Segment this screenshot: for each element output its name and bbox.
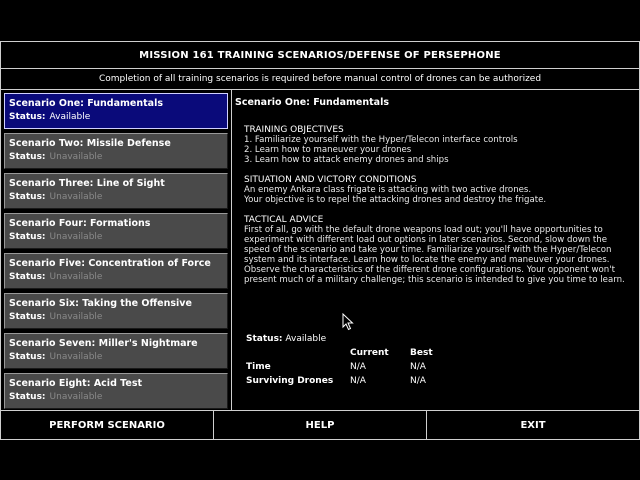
advice-line: present much of a military challenge; this scenario is intended to give you time to learn. <box>244 275 625 285</box>
status-label: Status: <box>9 152 46 162</box>
detail-title: Scenario One: Fundamentals <box>235 97 389 108</box>
authorization-notice: Completion of all training scenarios is required before manual control of drones can be authorized <box>98 74 542 84</box>
scenario-title: Scenario Four: Formations <box>9 218 151 229</box>
advice-line: experiment with different load out options in later scenarios. Second, slow down the <box>244 235 608 245</box>
notice-bar <box>0 68 640 90</box>
mission-title-bar <box>0 41 640 69</box>
perform-scenario-button[interactable]: PERFORM SCENARIO <box>0 410 214 440</box>
condition-line: Your objective is to repel the attacking drones and destroy the frigate. <box>244 195 547 205</box>
status-value: Unavailable <box>49 392 103 402</box>
scenario-title: Scenario Six: Taking the Offensive <box>9 298 192 309</box>
status-value: Unavailable <box>49 152 103 162</box>
scenario-item-six[interactable] <box>4 293 228 329</box>
scenario-list <box>0 89 232 411</box>
status-value: Available <box>49 112 91 122</box>
scenario-item-five[interactable] <box>4 253 228 289</box>
scenario-item-seven[interactable] <box>4 333 228 369</box>
advice-header: TACTICAL ADVICE <box>244 215 324 225</box>
objectives-section <box>244 125 634 165</box>
row-time-label: Time <box>246 362 271 372</box>
status-value: Unavailable <box>49 192 103 202</box>
exit-button[interactable]: EXIT <box>426 410 640 440</box>
stats-status-value: Available <box>285 334 327 344</box>
row-drones-label: Surviving Drones <box>246 376 334 386</box>
time-current-value: N/A <box>350 362 366 372</box>
status-label: Status: <box>9 392 46 402</box>
status-label: Status: <box>9 352 46 362</box>
help-button[interactable]: HELP <box>213 410 427 440</box>
drones-best-value: N/A <box>410 376 426 386</box>
scenario-title: Scenario Eight: Acid Test <box>9 378 143 389</box>
objective-line: 2. Learn how to maneuver your drones <box>244 145 412 155</box>
scenario-title: Scenario Three: Line of Sight <box>9 178 165 189</box>
objectives-header: TRAINING OBJECTIVES <box>244 125 344 135</box>
advice-line: First of all, go with the default drone weapons load out; you'll have opportunities to <box>244 225 603 235</box>
scenario-item-one[interactable] <box>4 93 228 129</box>
advice-section <box>244 215 634 285</box>
status-label: Status: <box>9 272 46 282</box>
scenario-item-eight[interactable] <box>4 373 228 409</box>
advice-line: Observe the characteristics of the different drone configurations. Your opponent won't <box>244 265 615 275</box>
objective-line: 1. Familiarize yourself with the Hyper/Telecon interface controls <box>244 135 518 145</box>
scenario-item-three[interactable] <box>4 173 228 209</box>
status-value: Unavailable <box>49 232 103 242</box>
scenario-detail-panel <box>231 89 640 411</box>
scenario-item-four[interactable] <box>4 213 228 249</box>
scenario-title: Scenario Seven: Miller's Nightmare <box>9 338 198 349</box>
col-current-header: Current <box>350 348 389 358</box>
advice-line: system and its interface. Learn how to locate the enemy and maneuver your drones. <box>244 255 610 265</box>
time-best-value: N/A <box>410 362 426 372</box>
stats-status-label: Status: <box>246 334 283 344</box>
status-label: Status: <box>9 192 46 202</box>
status-value: Unavailable <box>49 272 103 282</box>
status-label: Status: <box>9 232 46 242</box>
status-value: Unavailable <box>49 312 103 322</box>
mouse-pointer-icon <box>342 313 354 331</box>
status-label: Status: <box>9 112 46 122</box>
conditions-section <box>244 175 634 205</box>
objective-line: 3. Learn how to attack enemy drones and ships <box>244 155 449 165</box>
condition-line: An enemy Ankara class frigate is attacking with two active drones. <box>244 185 532 195</box>
scenario-title: Scenario Five: Concentration of Force <box>9 258 211 269</box>
status-label: Status: <box>9 312 46 322</box>
conditions-header: SITUATION AND VICTORY CONDITIONS <box>244 175 417 185</box>
drones-current-value: N/A <box>350 376 366 386</box>
col-best-header: Best <box>410 348 433 358</box>
mission-title: MISSION 161 TRAINING SCENARIOS/DEFENSE OF PERSEPHONE <box>139 49 501 61</box>
status-value: Unavailable <box>49 352 103 362</box>
advice-line: speed of the scenario and take your time. Familiarize yourself with the Hyper/Telecon <box>244 245 612 255</box>
scenario-title: Scenario One: Fundamentals <box>9 98 163 109</box>
scenario-item-two[interactable] <box>4 133 228 169</box>
scenario-title: Scenario Two: Missile Defense <box>9 138 171 149</box>
